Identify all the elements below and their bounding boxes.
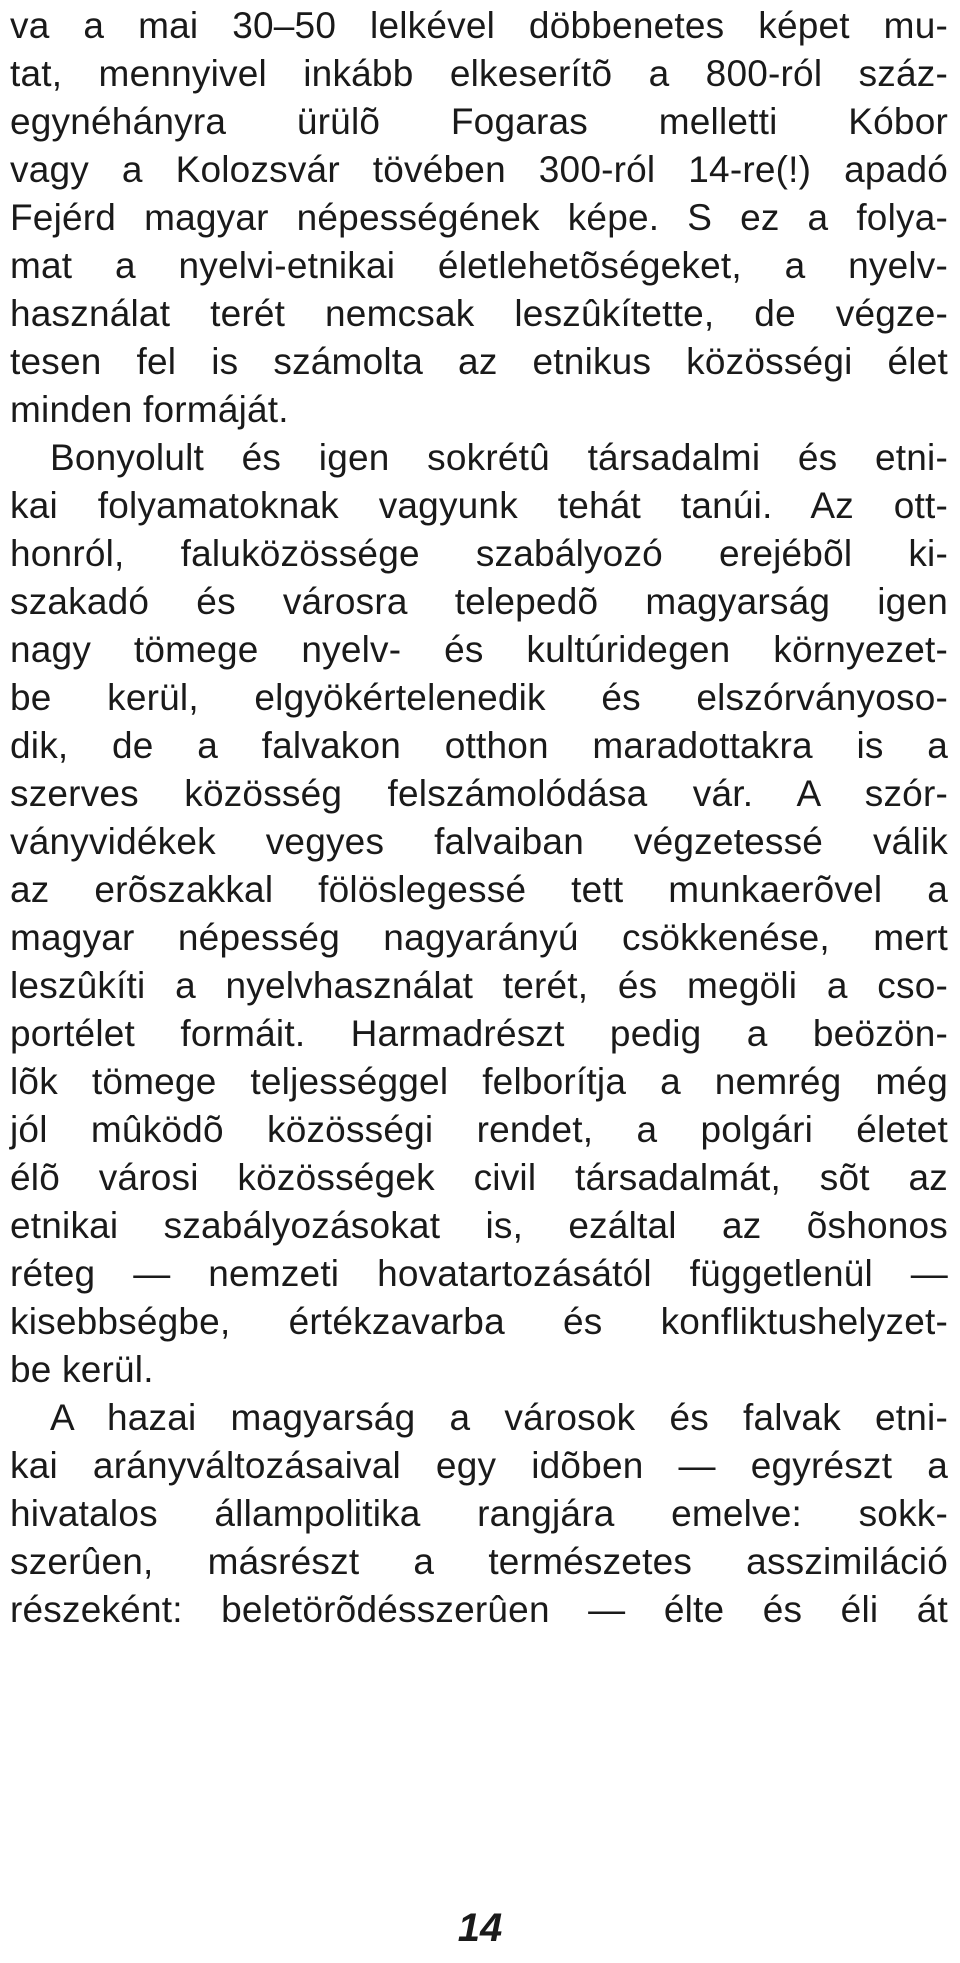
text-line-11: kai folyamatoknak vagyunk tehát tanúi. Az ott- xyxy=(10,485,948,526)
text-line-31: kai arányváltozásaival egy idõben — egyrészt a xyxy=(10,1445,948,1486)
text-line-22: portélet formáit. Harmadrészt pedig a beözön- xyxy=(10,1013,948,1054)
page-number: 14 xyxy=(457,1906,503,1950)
body-text xyxy=(10,2,948,1634)
text-line-4: vagy a Kolozsvár tövében 300-ról 14-re(!) apadó xyxy=(10,149,948,190)
text-line-2: tat, mennyivel inkább elkeserítõ a 800-ról száz- xyxy=(10,53,948,94)
text-line-12: honról, faluközössége szabályozó erejébõl ki- xyxy=(10,533,948,574)
text-line-17: szerves közösség felszámolódása vár. A szór- xyxy=(10,773,948,814)
text-line-7: használat terét nemcsak leszûkítette, de végze- xyxy=(10,293,948,334)
text-line-19: az erõszakkal fölöslegessé tett munkaerõvel a xyxy=(10,869,948,910)
text-line-1: va a mai 30–50 lelkével döbbenetes képet mu- xyxy=(10,5,948,46)
text-line-15: be kerül, elgyökértelenedik és elszórványoso- xyxy=(10,677,948,718)
text-line-18: ványvidékek vegyes falvaiban végzetessé válik xyxy=(10,821,948,862)
text-line-24: jól mûködõ közösségi rendet, a polgári életet xyxy=(10,1109,948,1150)
text-line-3: egynéhányra ürülõ Fogaras melletti Kóbor xyxy=(10,101,948,142)
text-line-29: be kerül. xyxy=(10,1349,154,1390)
text-line-13: szakadó és városra telepedõ magyarság igen xyxy=(10,581,948,622)
text-line-8: tesen fel is számolta az etnikus közösségi élet xyxy=(10,341,948,382)
text-line-6: mat a nyelvi-etnikai életlehetõségeket, a nyelv- xyxy=(10,245,948,286)
text-line-5: Fejérd magyar népességének képe. S ez a folya- xyxy=(10,197,948,238)
text-line-16: dik, de a falvakon otthon maradottakra is a xyxy=(10,725,948,766)
text-line-23: lõk tömege teljességgel felborítja a nemrég még xyxy=(10,1061,948,1102)
text-line-21: leszûkíti a nyelvhasználat terét, és megöli a cso- xyxy=(10,965,948,1006)
text-line-33: szerûen, másrészt a természetes asszimiláció xyxy=(10,1541,948,1582)
text-line-30: A hazai magyarság a városok és falvak etni- xyxy=(50,1397,948,1438)
text-line-9: minden formáját. xyxy=(10,389,289,430)
text-line-20: magyar népesség nagyarányú csökkenése, mert xyxy=(10,917,948,958)
text-line-32: hivatalos állampolitika rangjára emelve: sokk- xyxy=(10,1493,948,1534)
text-line-27: réteg — nemzeti hovatartozásától függetlenül — xyxy=(10,1253,948,1294)
text-line-34: részeként: beletörõdésszerûen — élte és éli át xyxy=(10,1589,948,1630)
text-line-28: kisebbségbe, értékzavarba és konfliktushelyzet- xyxy=(10,1301,948,1342)
text-line-26: etnikai szabályozásokat is, ezáltal az õshonos xyxy=(10,1205,948,1246)
text-line-25: élõ városi közösségek civil társadalmát, sõt az xyxy=(10,1157,948,1198)
text-line-14: nagy tömege nyelv- és kultúridegen környezet- xyxy=(10,629,948,670)
text-line-10: Bonyolult és igen sokrétû társadalmi és etni- xyxy=(50,437,948,478)
